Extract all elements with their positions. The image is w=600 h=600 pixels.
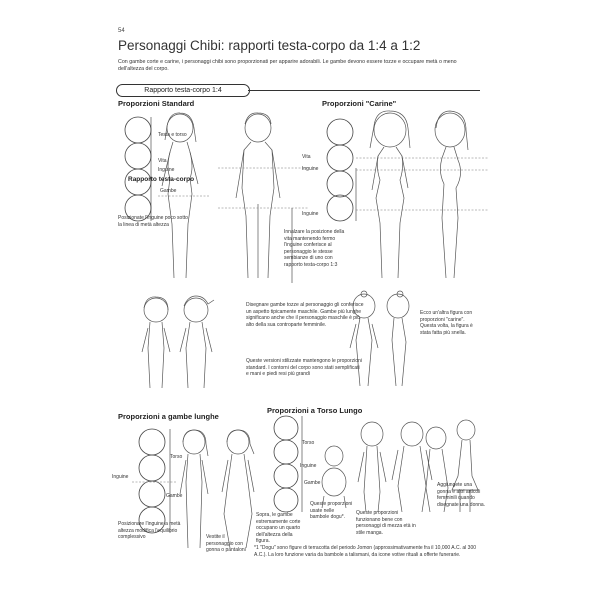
caption-slim-carine: Ecco un'altra figura con proporzioni "carine". Questa volta, la figura è stata fatta più snella.	[420, 310, 473, 336]
standard-proportion-diagram	[118, 108, 308, 288]
heading-long-torso: Proporzioni a Torso Lungo	[267, 406, 363, 415]
caption-simplified: Queste versioni stilizzate mantengono le proporzioni standard. I contorni del corpo sono stati semplificati e mani e piedi resi più grandi	[246, 358, 362, 377]
page-number: 54	[118, 28, 125, 34]
section-divider	[248, 90, 480, 91]
slim-carine-figures	[348, 290, 418, 390]
label-long-torso-groin: Inguine	[300, 463, 317, 469]
label-long-legs-torso: Torso	[170, 454, 183, 460]
caption-short-legs: Sopra, le gambe estremamente corte occupano un quarto dell'altezza della figura.	[256, 512, 301, 544]
slim-carine-side-figure	[387, 291, 409, 386]
diagram-label-ratio: Rapporto testa-corpo	[128, 176, 195, 183]
standard-male-figure	[236, 113, 280, 278]
long-legs-figure	[180, 430, 208, 548]
caption-middle-aged: Queste proporzioni funzionano bene con personaggi di mezza età in stile manga.	[356, 510, 416, 536]
carine-front-figure	[370, 111, 410, 278]
label-groin: Inguine	[158, 167, 175, 173]
label-waist: Vita	[158, 158, 167, 164]
slim-carine-front-figure	[350, 291, 378, 386]
label-long-torso-legs: Gambe	[304, 480, 321, 486]
label-carine-waist: Vita	[302, 154, 311, 160]
page-title: Personaggi Chibi: rapporti testa-corpo da 1:4 a 1:2	[118, 38, 421, 53]
dogu-figure	[322, 446, 346, 508]
label-carine-groin-low: Inguine	[302, 211, 319, 217]
caption-dress: Vestite il personaggio con gonna o pantaloni	[206, 534, 246, 553]
label-legs: Gambe	[160, 188, 177, 194]
carine-side-figure	[435, 111, 468, 278]
simplified-male-figure	[180, 296, 214, 388]
section-pill-ratio: Rapporto testa-corpo 1:4	[116, 84, 250, 97]
heading-standard: Proporzioni Standard	[118, 99, 195, 108]
caption-stocky-legs: Disegnare gambe tozze al personaggio gli conferisce un aspetto tipicamente maschile. Gambe più lunghe significano anche che il personaggio maschile è più alto della sua controparte femminile.	[246, 302, 364, 328]
label-long-legs-legs: Gambe	[166, 493, 183, 499]
long-legs-dressed-figure	[222, 430, 254, 548]
simplified-figures	[138, 292, 228, 392]
intro-paragraph: Con gambe corte e carine, i personaggi chibi sono proporzionati per apparire adorabili. Le gambe devono essere tozze e occupare metà o meno dell'altezza del corpo.	[118, 59, 457, 73]
simplified-female-figure	[142, 297, 170, 388]
heading-long-legs: Proporzioni a gambe lunghe	[118, 412, 219, 421]
caption-dogu: Queste proporzioni usate nelle bambole dogu*.	[310, 501, 353, 520]
long-torso-figure	[358, 422, 386, 512]
label-head-torso: Testa e torso	[158, 132, 187, 138]
label-long-legs-groin: Inguine	[112, 474, 129, 480]
caption-raise-waist: Innalzare la posizione della vita mantenendo fermo l'inguine conferisce al personaggio le stesse sembianze di uno con rapporto testa-corpo 1:3	[284, 229, 345, 268]
caption-groin-position: Posizionate l'inguine poco sotto la linea di metà altezza	[118, 215, 188, 228]
footnote-dogu: *1 "Dogu" sono figure di terracotta del periodo Jomon (approssimativamente fra il 10,000 A.C. al 300 A.C.). La loro funzione varia da bambole a talismani, da icone votive rituali a offerte funerarie.	[254, 545, 477, 558]
heading-carine: Proporzioni "Carine"	[322, 99, 397, 108]
caption-skirt: Aggiungete una gonna e altri articoli femminili quando disegnate una donna.	[437, 482, 486, 508]
label-long-torso-torso: Torso	[302, 440, 315, 446]
caption-long-legs-groin: Posizionare l'inguine a metà altezza modifica l'equilibrio complessivo	[118, 521, 181, 540]
label-carine-groin: Inguine	[302, 166, 319, 172]
